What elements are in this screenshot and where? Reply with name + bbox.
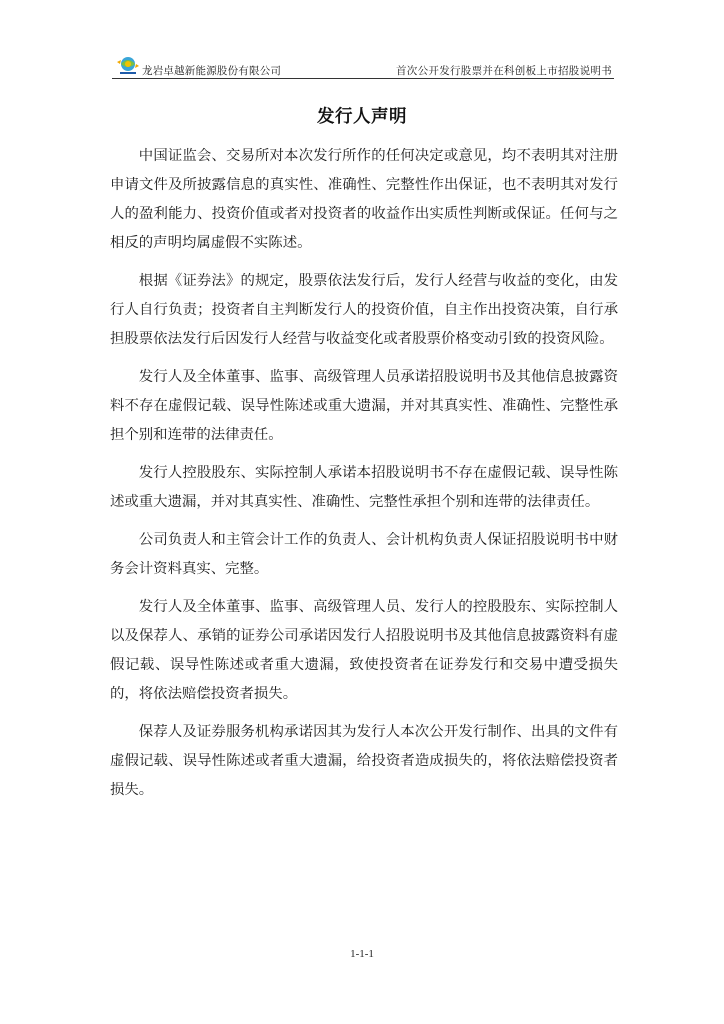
company-name: 龙岩卓越新能源股份有限公司 bbox=[142, 65, 282, 77]
page-title: 发行人声明 bbox=[317, 107, 407, 127]
paragraph: 中国证监会、交易所对本次发行所作的任何决定或意见，均不表明其对注册申请文件及所披露信息的真实性、准确性、完整性作出保证，也不表明其对发行人的盈利能力、投资价值或者对投资者的收益作出实质性判断或保证。任何与之相反的声明均属虚假不实陈述。 bbox=[110, 148, 618, 251]
paragraph: 发行人及全体董事、监事、高级管理人员承诺招股说明书及其他信息披露资料不存在虚假记载、误导性陈述或重大遗漏，并对其真实性、准确性、完整性承担个别和连带的法律责任。 bbox=[110, 369, 618, 443]
declaration-body bbox=[110, 142, 618, 814]
paragraph: 发行人控股股东、实际控制人承诺本招股说明书不存在虚假记载、误导性陈述或重大遗漏，并对其真实性、准确性、完整性承担个别和连带的法律责任。 bbox=[110, 465, 618, 510]
page-number: 1-1-1 bbox=[350, 948, 374, 960]
page-header bbox=[112, 54, 614, 79]
paragraph: 根据《证券法》的规定，股票依法发行后，发行人经营与收益的变化，由发行人自行负责；投资者自主判断发行人的投资价值，自主作出投资决策，自行承担股票依法发行后因发行人经营与收益变化或者股票价格变动引致的投资风险。 bbox=[110, 273, 618, 347]
paragraph: 保荐人及证券服务机构承诺因其为发行人本次公开发行制作、出具的文件有虚假记载、误导性陈述或者重大遗漏，给投资者造成损失的，将依法赔偿投资者损失。 bbox=[110, 724, 618, 798]
paragraph: 发行人及全体董事、监事、高级管理人员、发行人的控股股东、实际控制人以及保荐人、承销的证券公司承诺因发行人招股说明书及其他信息披露资料有虚假记载、误导性陈述或者重大遗漏，致使投资者在证券发行和交易中遭受损失的，将依法赔偿投资者损失。 bbox=[110, 599, 618, 702]
header-document-title: 首次公开发行股票并在科创板上市招股说明书 bbox=[396, 65, 612, 77]
company-logo-icon bbox=[114, 54, 142, 76]
paragraph: 公司负责人和主管会计工作的负责人、会计机构负责人保证招股说明书中财务会计资料真实、完整。 bbox=[110, 532, 618, 577]
